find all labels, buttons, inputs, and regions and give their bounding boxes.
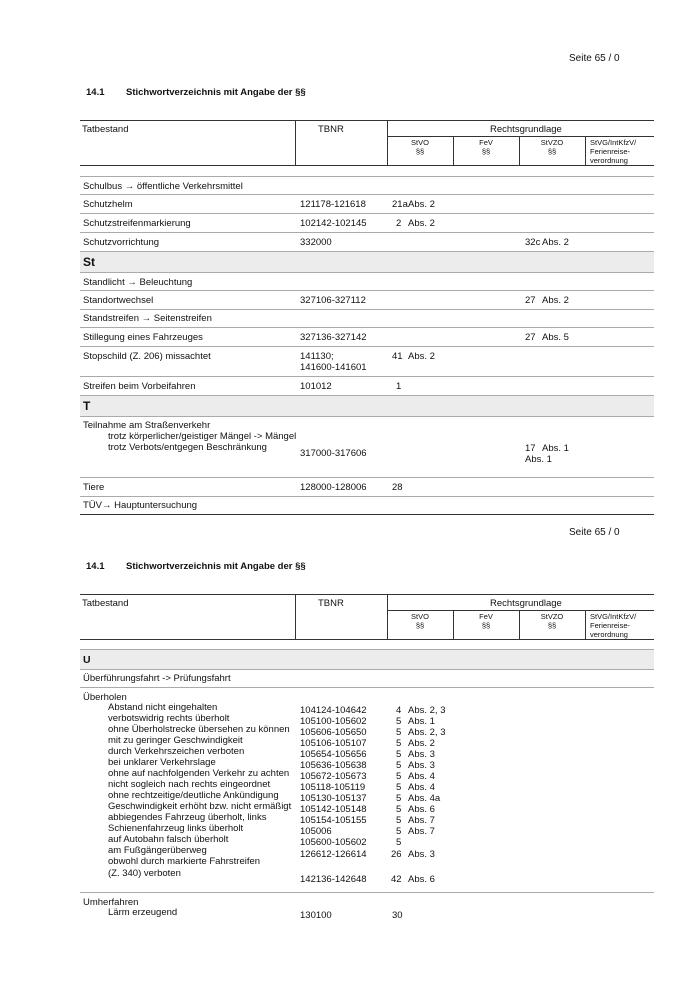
letter-divider-u: U [80,649,654,670]
tbnr-value: 105142-105148 [300,804,367,815]
tbnr-value: 105654-105656 [300,749,367,760]
list-item: Standstreifen → Seitenstreifen [83,313,212,324]
stvo-value: 4 [396,705,402,716]
list-item: obwohl durch markierte Fahrstreifen [108,856,261,867]
list-item: Standortwechsel [83,295,154,306]
tbnr-value: 104124-104642 [300,705,367,716]
abs-value: Abs. 7 [408,815,435,826]
col-stvg: StVG/IntKfzV/ Ferienreise- verordnung [590,138,637,165]
list-item: Stillegung eines Fahrzeuges [83,332,203,343]
list-item: bei unklarer Verkehrslage [108,757,216,768]
list-item: Stopschild (Z. 206) missachtet [83,351,211,362]
tbnr-value: 105606-105650 [300,727,367,738]
col-stvzo: StVZO §§ [540,138,564,156]
abs-value: Abs. 3 [408,849,435,860]
tbnr-value: 105006 [300,826,332,837]
list-item: Standlicht → Beleuchtung [83,277,193,288]
list-item: Schutzhelm [83,199,133,210]
abs-value: Abs. 2 [408,738,435,749]
tbnr-value: 126612-126614 [300,849,367,860]
list-item: Überholen [83,692,127,703]
tbnr-value: 105100-105602 [300,716,367,727]
section-heading-2: 14.1 Stichwortverzeichnis mit Angabe der §§ [86,561,306,572]
list-item: (Z. 340) verboten [108,868,181,879]
abs-value: Abs. 6 [408,874,435,885]
tbnr-value: 105636-105638 [300,760,367,771]
tbnr-value: 105106-105107 [300,738,367,749]
section-heading [86,87,306,98]
list-item: Abstand nicht eingehalten [108,702,218,713]
stvo-value: 5 [396,760,402,771]
list-item: ohne rechtzeitige/deutliche Ankündigung [108,790,279,801]
list-item: Überführungsfahrt -> Prüfungsfahrt [83,673,231,684]
abs-value: Abs. 2, 3 [408,727,446,738]
abs-value: Abs. 3 [408,760,435,771]
abs-value: Abs. 6 [408,804,435,815]
list-item: Schutzstreifenmarkierung [83,218,191,229]
list-item: verbotswidrig rechts überholt [108,713,230,724]
abs-value: Abs. 1 [408,716,435,727]
table-header-2: Tatbestand TBNR Rechtsgrundlage StVO §§ FeV §§ StVZO §§ StVG/IntKfzV/ Ferienreise- verordnung [80,594,654,640]
abs-value: Abs. 4a [408,793,441,804]
list-item: mit zu geringer Geschwindigkeit [108,735,243,746]
list-item: Schulbus → öffentliche Verkehrsmittel [83,181,243,192]
letter-divider-st: St [80,251,654,273]
letter-divider-t: T [80,395,654,417]
tbnr-value: 105672-105673 [300,771,367,782]
list-item: Geschwindigkeit erhöht bzw. nicht ermäßigt [108,801,292,812]
abs-value: Abs. 4 [408,771,435,782]
col-tatbestand: Tatbestand [82,124,129,135]
list-item: auf Autobahn falsch überholt [108,834,229,845]
tbnr-value: 105118-105119 [300,782,366,793]
page-number-2: Seite 65 / 0 [569,527,620,538]
tbnr-value: 105600-105602 [300,837,367,848]
list-item: ohne auf nachfolgenden Verkehr zu achten [108,768,290,779]
stvo-value: 5 [396,749,402,760]
stvo-value: 5 [396,738,402,749]
list-item: Streifen beim Vorbeifahren [83,381,196,392]
list-item: nicht sogleich nach rechts eingeordnet [108,779,271,790]
section-title: Stichwortverzeichnis mit Angabe der §§ [126,87,306,98]
list-item: durch Verkehrszeichen verboten [108,746,245,757]
abs-value: Abs. 4 [408,782,435,793]
tbnr-value: 105154-105155 [300,815,367,826]
abs-value: Abs. 7 [408,826,435,837]
list-item: Schienenfahrzeug links überholt [108,823,244,834]
list-item: ohne Überholstrecke übersehen zu können [108,724,290,735]
stvo-value: 5 [396,837,402,848]
page-number: Seite 65 / 0 [569,53,620,64]
list-item: Teilnahme am Straßenverkehr [83,420,211,431]
stvo-value: 5 [396,782,402,793]
abs-value: Abs. 2, 3 [408,705,446,716]
list-item: Umherfahren [83,897,139,908]
section-number: 14.1 [86,87,105,98]
list-item: Schutzvorrichtung [83,237,160,248]
stvo-value: 5 [396,815,402,826]
stvo-value: 42 [391,874,402,885]
stvo-value: 5 [396,793,402,804]
stvo-value: 5 [396,804,402,815]
col-fev: FeV §§ [479,138,493,156]
col-rechtsgrundlage: Rechtsgrundlage [490,124,562,135]
stvo-value: 5 [396,826,402,837]
list-item: TÜV→ Hauptuntersuchung [83,500,198,511]
col-tbnr: TBNR [318,124,344,135]
table-header [80,120,654,166]
tbnr-value: 105130-105137 [300,793,367,804]
stvo-value: 5 [396,771,402,782]
list-item: Tiere [83,482,105,493]
stvo-value: 5 [396,727,402,738]
stvo-value: 26 [391,849,402,860]
tbnr-value: 142136-142648 [300,874,367,885]
abs-value: Abs. 3 [408,749,435,760]
col-stvo: StVO §§ [411,138,429,156]
stvo-value: 5 [396,716,402,727]
list-item: abbiegendes Fahrzeug überholt, links [108,812,267,823]
list-item: am Fußgängerüberweg [108,845,207,856]
